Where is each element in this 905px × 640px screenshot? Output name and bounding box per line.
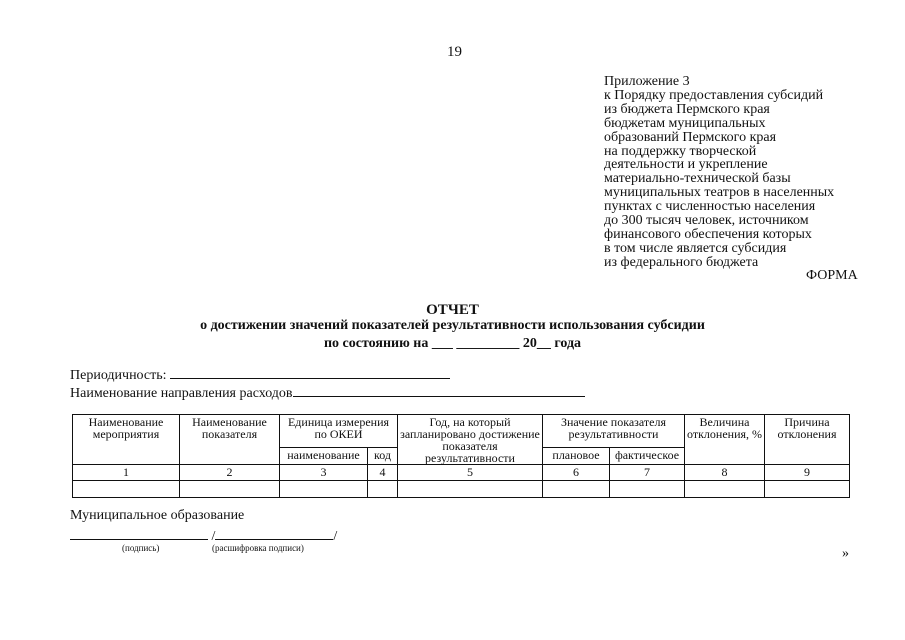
municipal-label: Муниципальное образование bbox=[70, 508, 245, 523]
report-table bbox=[72, 414, 850, 498]
column-number: 8 bbox=[685, 465, 765, 481]
header-year: Год, на который запланировано достижение показателя результативности bbox=[398, 415, 543, 465]
appendix-line: из федерального бюджета bbox=[604, 254, 759, 270]
table-cell-empty[interactable] bbox=[398, 481, 543, 498]
signature-blank[interactable] bbox=[70, 527, 208, 540]
header-deviation: Величина отклонения, % bbox=[685, 415, 765, 465]
appendix-line: муниципальных театров в населенных bbox=[604, 185, 835, 201]
form-label: ФОРМА bbox=[806, 268, 858, 283]
appendix-line: финансового обеспечения которых bbox=[604, 226, 812, 242]
periodicity-blank[interactable] bbox=[170, 366, 450, 379]
table-cell-empty[interactable] bbox=[543, 481, 610, 498]
table-cell-empty[interactable] bbox=[280, 481, 368, 498]
signature-slash: / bbox=[211, 529, 216, 544]
appendix-line: к Порядку предоставления субсидий bbox=[604, 87, 824, 103]
appendix-line: из бюджета Пермского края bbox=[604, 101, 770, 117]
appendix-block bbox=[604, 75, 894, 270]
column-number: 2 bbox=[180, 465, 280, 481]
appendix-line: в том числе является субсидия bbox=[604, 240, 787, 256]
table-cell-empty[interactable] bbox=[73, 481, 180, 498]
direction-field bbox=[70, 384, 585, 402]
appendix-line: Приложение 3 bbox=[604, 74, 690, 89]
signature-decode-blank[interactable] bbox=[215, 527, 333, 540]
column-number: 3 bbox=[280, 465, 368, 481]
report-date-line: по состоянию на ___ _________ 20__ года bbox=[323, 336, 582, 351]
header-unit: Единица измерения по ОКЕИ bbox=[280, 415, 398, 448]
report-subtitle: о достижении значений показателей результативности использования субсидии bbox=[200, 318, 705, 333]
caption-signature: (подпись) bbox=[122, 543, 160, 553]
direction-label: Наименование направления расходов bbox=[70, 386, 293, 401]
table-cell-empty[interactable] bbox=[368, 481, 398, 498]
header-reason: Причина отклонения bbox=[765, 415, 850, 465]
report-title: ОТЧЕТ bbox=[426, 302, 479, 318]
column-number: 9 bbox=[765, 465, 850, 481]
column-number: 1 bbox=[73, 465, 180, 481]
page-number: 19 bbox=[447, 44, 462, 60]
table-cell-empty[interactable] bbox=[610, 481, 685, 498]
direction-blank[interactable] bbox=[293, 384, 585, 397]
header-unit-code: код bbox=[368, 447, 398, 465]
periodicity-label: Периодичность: bbox=[70, 368, 167, 383]
appendix-line: материально-технической базы bbox=[604, 171, 791, 187]
table-cell-empty[interactable] bbox=[765, 481, 850, 498]
header-indicator: Наименование показателя bbox=[180, 415, 280, 465]
column-number: 4 bbox=[368, 465, 398, 481]
caption-decode: (расшифровка подписи) bbox=[212, 543, 304, 553]
signature-slash-end: / bbox=[333, 529, 338, 544]
periodicity-field bbox=[70, 366, 450, 384]
appendix-line: на поддержку творческой bbox=[604, 143, 757, 159]
appendix-line: пунктах с численностью населения bbox=[604, 199, 816, 215]
header-planned: плановое bbox=[543, 447, 610, 465]
column-number: 5 bbox=[398, 465, 543, 481]
appendix-line: до 300 тысяч человек, источником bbox=[604, 213, 809, 229]
appendix-line: бюджетам муниципальных bbox=[604, 115, 766, 131]
header-actual: фактическое bbox=[610, 447, 685, 465]
table-cell-empty[interactable] bbox=[180, 481, 280, 498]
column-number: 7 bbox=[610, 465, 685, 481]
column-number: 6 bbox=[543, 465, 610, 481]
header-unit-name: наименование bbox=[280, 447, 368, 465]
appendix-line: деятельности и укрепление bbox=[604, 157, 768, 173]
closing-quote: » bbox=[842, 546, 849, 561]
header-value: Значение показателя результативности bbox=[543, 415, 685, 448]
appendix-line: образований Пермского края bbox=[604, 129, 777, 145]
table-cell-empty[interactable] bbox=[685, 481, 765, 498]
header-event: Наименование мероприятия bbox=[73, 415, 180, 465]
